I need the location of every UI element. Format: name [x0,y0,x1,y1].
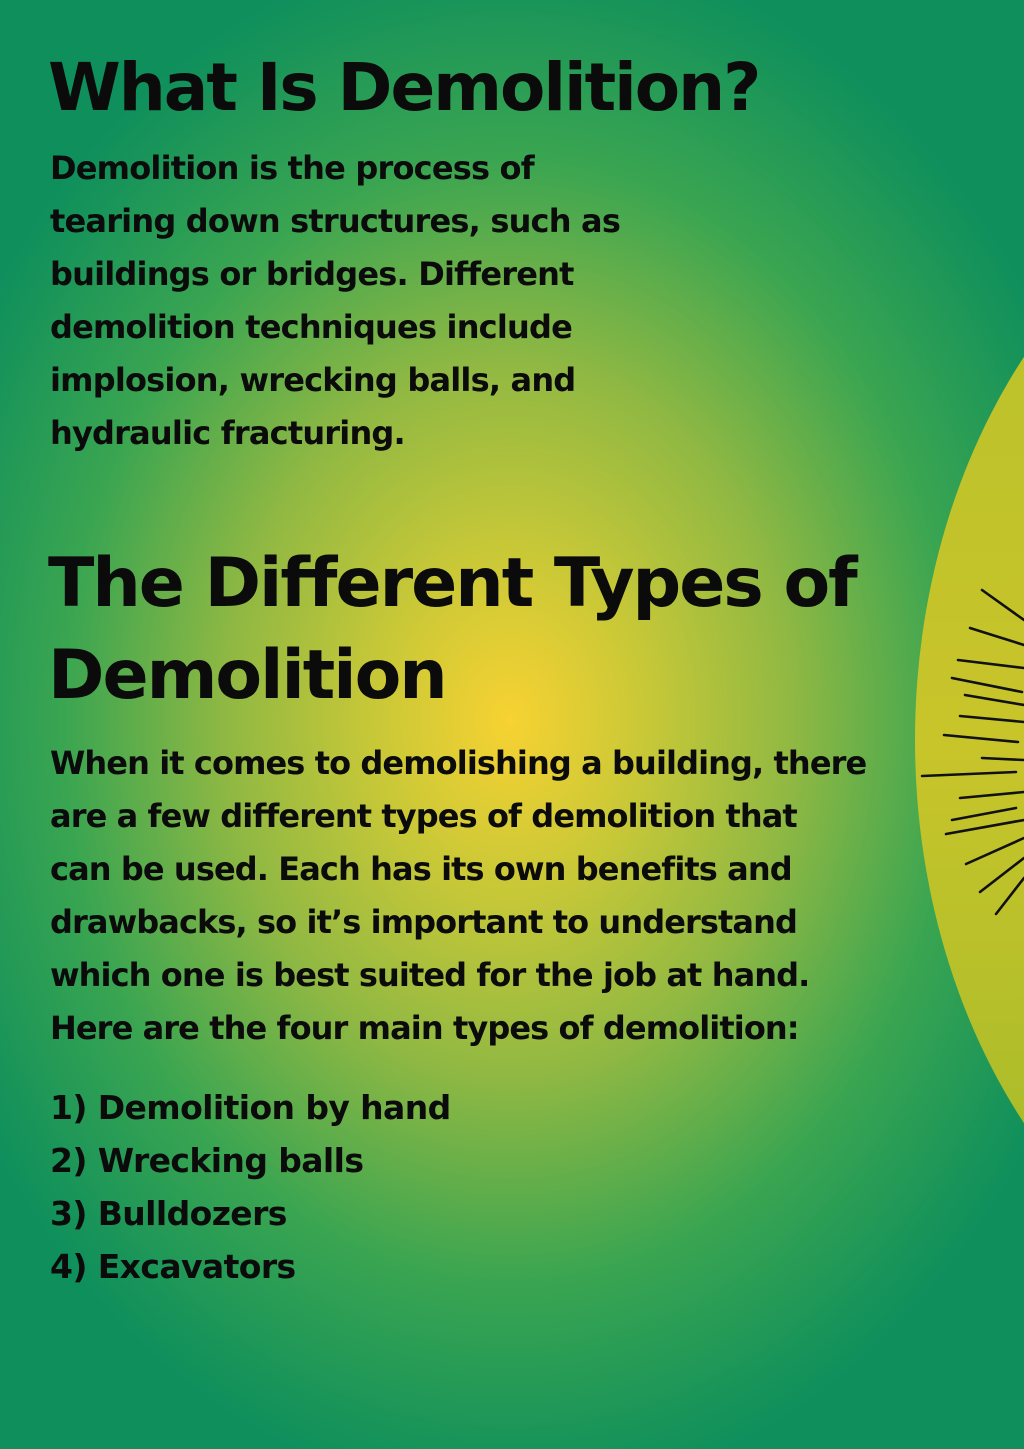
demolition-types-list [50,1081,451,1293]
types-line: When it comes to demolishing a building, there [50,744,867,782]
types-line: Here are the four main types of demolition: [50,1009,799,1047]
intro-line: implosion, wrecking balls, and [50,361,576,399]
types-line: are a few different types of demolition that [50,797,797,835]
heading-line: Demolition [48,636,446,715]
types-paragraph [50,737,930,1055]
heading-line: The Different Types of [48,544,856,623]
list-item: 2) Wrecking balls [50,1141,364,1180]
list-item: 4) Excavators [50,1247,296,1286]
list-item: 3) Bulldozers [50,1194,287,1233]
list-item: 1) Demolition by hand [50,1088,451,1127]
heading-what-is-demolition: What Is Demolition? [48,49,760,126]
intro-line: tearing down structures, such as [50,202,621,240]
intro-line: Demolition is the process of [50,149,534,187]
heading-types-of-demolition [48,538,856,722]
types-line: which one is best suited for the job at hand. [50,956,810,994]
intro-line: hydraulic fracturing. [50,414,405,452]
intro-line: buildings or bridges. Different [50,255,574,293]
intro-paragraph [50,142,690,460]
types-line: can be used. Each has its own benefits and [50,850,792,888]
intro-line: demolition techniques include [50,308,573,346]
types-line: drawbacks, so it’s important to understand [50,903,798,941]
